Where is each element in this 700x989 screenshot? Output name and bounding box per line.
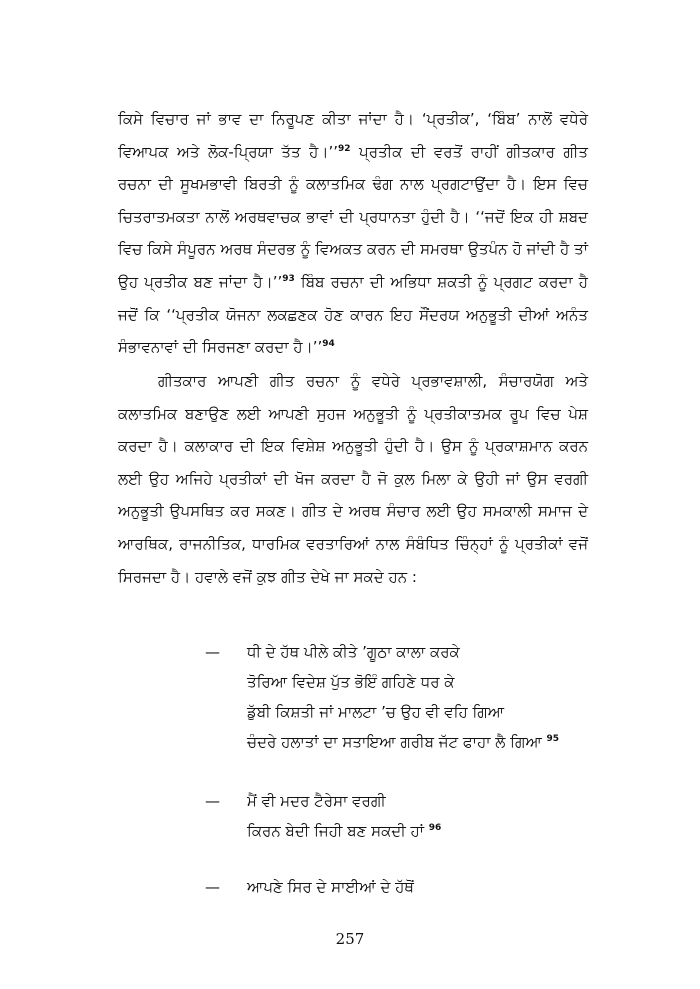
footnote-ref-92: 92 bbox=[338, 143, 351, 154]
verse-line-text: ਚੰਦਰੇ ਹਲਾਤਾਂ ਦਾ ਸਤਾਇਆ ਗਰੀਬ ਜੱਟ ਫਾਹਾ ਲੈ ਗਿਆ bbox=[247, 733, 547, 751]
verse-line: ਮੈਂ ਵੀ ਮਦਰ ਟੈਰੇਸਾ ਵਰਗੀ bbox=[247, 792, 386, 810]
footnote-ref-96: 96 bbox=[428, 823, 442, 833]
paragraph-1-text-c: ਬਿੰਬ ਰਚਨਾ ਦੀ ਅਭਿਧਾ ਸ਼ਕਤੀ ਨੂੰ ਪ੍ਰਗਟ ਕਰਦਾ ਹੈ ਜਦੋਂ ਕਿ ‘‘ਪ੍ਰਤੀਕ ਯੋਜਨਾ ਲਕਛਣਕ ਹੋਣ ਕਾਰਨ ਇਹ ਸੌਂਦਰਯ ਅਨੁਭੂਤੀ ਦੀਆਂ ਅਨੰਤ ਸੰਭਾਵਨਾਵਾਂ ਦੀ ਸਿਰਜਣਾ ਕਰਦਾ ਹੈ।’’ bbox=[118, 272, 588, 357]
footnote-ref-95: 95 bbox=[546, 734, 560, 744]
verse-line-last bbox=[247, 816, 441, 846]
page-number: 257 bbox=[335, 930, 365, 948]
verse-line: ਧੀ ਦੇ ਹੱਥ ਪੀਲੇ ਕੀਤੇ ’ਗੂਠਾ ਕਾਲਾ ਕਰਕੇ bbox=[247, 643, 460, 661]
verse-line: ਤੋਰਿਆ ਵਿਦੇਸ਼ ਪੁੱਤ ਭੋਇੰ ਗਹਿਣੇ ਧਰ ਕੇ bbox=[247, 673, 455, 691]
paragraph-1 bbox=[118, 103, 588, 364]
verse-dash: — bbox=[205, 878, 220, 896]
verse-line-text: ਕਿਰਨ ਬੇਦੀ ਜਿਹੀ ਬਣ ਸਕਦੀ ਹਾਂ bbox=[247, 822, 429, 840]
verse-line: ਆਪਣੇ ਸਿਰ ਦੇ ਸਾਈਆਂ ਦੇ ਹੱਥੋਂ bbox=[247, 878, 414, 896]
paragraph-2: ਗੀਤਕਾਰ ਆਪਣੀ ਗੀਤ ਰਚਨਾ ਨੂੰ ਵਧੇਰੇ ਪ੍ਰਭਾਵਸ਼ਾਲੀ, ਸੰਚਾਰਯੋਗ ਅਤੇ ਕਲਾਤਮਿਕ ਬਣਾਉਣ ਲਈ ਆਪਣੀ ਸੁਹਜ ਅਨੁਭੂਤੀ ਨੂੰ ਪ੍ਰਤੀਕਾਤਮਕ ਰੂਪ ਵਿਚ ਪੇਸ਼ ਕਰਦਾ ਹੈ। ਕਲਾਕਾਰ ਦੀ ਇਕ ਵਿਸ਼ੇਸ਼ ਅਨੁਭੂਤੀ ਹੁੰਦੀ ਹੈ। ਉਸ ਨੂੰ ਪ੍ਰਕਾਸ਼ਮਾਨ ਕਰਨ ਲਈ ਉਹ ਅਜਿਹੇ ਪ੍ਰਤੀਕਾਂ ਦੀ ਖੋਜ ਕਰਦਾ ਹੈ ਜੋ ਕੁਲ ਮਿਲਾ ਕੇ ਉਹੀ ਜਾਂ ਉਸ ਵਰਗੀ ਅਨੁਭੂਤੀ ਉਪਸਥਿਤ ਕਰ ਸਕਣ। ਗੀਤ ਦੇ ਅਰਥ ਸੰਚਾਰ ਲਈ ਉਹ ਸਮਕਾਲੀ ਸਮਾਜ ਦੇ ਆਰਥਿਕ, ਰਾਜਨੀਤਿਕ, ਧਾਰਮਿਕ ਵਰਤਾਰਿਆਂ ਨਾਲ ਸੰਬੰਧਿਤ ਚਿੰਨ੍ਹਾਂ ਨੂੰ ਪ੍ਰਤੀਕਾਂ ਵਜੋਂ ਸਿਰਜਦਾ ਹੈ। ਹਵਾਲੇ ਵਜੋਂ ਕੁਝ ਗੀਤ ਦੇਖੇ ਜਾ ਸਕਦੇ ਹਨ : bbox=[118, 372, 588, 586]
verse-dash: — bbox=[205, 792, 220, 810]
footnote-ref-94: 94 bbox=[322, 339, 335, 350]
verse-dash: — bbox=[205, 643, 220, 661]
verse-line-last bbox=[247, 727, 559, 757]
verse-line: ਡੁੱਬੀ ਕਿਸ਼ਤੀ ਜਾਂ ਮਾਲਟਾ ’ਚ ਉਹ ਵੀ ਵਹਿ ਗਿਆ bbox=[247, 703, 505, 721]
paragraph-1-text-b: ਪ੍ਰਤੀਕ ਦੀ ਵਰਤੋਂ ਰਾਹੀਂ ਗੀਤਕਾਰ ਗੀਤ ਰਚਨਾ ਦੀ ਸੂਖਮਭਾਵੀ ਬਿਰਤੀ ਨੂੰ ਕਲਾਤਮਿਕ ਢੰਗ ਨਾਲ ਪ੍ਰਗਟਾਉਂਦਾ ਹੈ। ਇਸ ਵਿਚ ਚਿਤਰਾਤਮਕਤਾ ਨਾਲੋਂ ਅਰਥਵਾਚਕ ਭਾਵਾਂ ਦੀ ਪ੍ਰਧਾਨਤਾ ਹੁੰਦੀ ਹੈ। ‘‘ਜਦੋਂ ਇਕ ਹੀ ਸ਼ਬਦ ਵਿਚ ਕਿਸੇ ਸੰਪੂਰਨ ਅਰਥ ਸੰਦਰਭ ਨੂੰ ਵਿਅਕਤ ਕਰਨ ਦੀ ਸਮਰਥਾ ਉਤਪੰਨ ਹੋ ਜਾਂਦੀ ਹੈ ਤਾਂ ਉਹ ਪ੍ਰਤੀਕ ਬਣ ਜਾਂਦਾ ਹੈ।’’ bbox=[118, 142, 588, 291]
paragraph-1-text-a: ਕਿਸੇ ਵਿਚਾਰ ਜਾਂ ਭਾਵ ਦਾ ਨਿਰੂਪਣ ਕੀਤਾ ਜਾਂਦਾ ਹੈ। ‘ਪ੍ਰਤੀਕ’, ‘ਬਿੰਬ’ ਨਾਲੋਂ ਵਧੇਰੇ ਵਿਆਪਕ ਅਤੇ ਲੋਕ-ਪ੍ਰਿਯਾ ਤੱਤ ਹੈ।’’ bbox=[118, 110, 588, 161]
footnote-ref-93: 93 bbox=[282, 273, 295, 284]
